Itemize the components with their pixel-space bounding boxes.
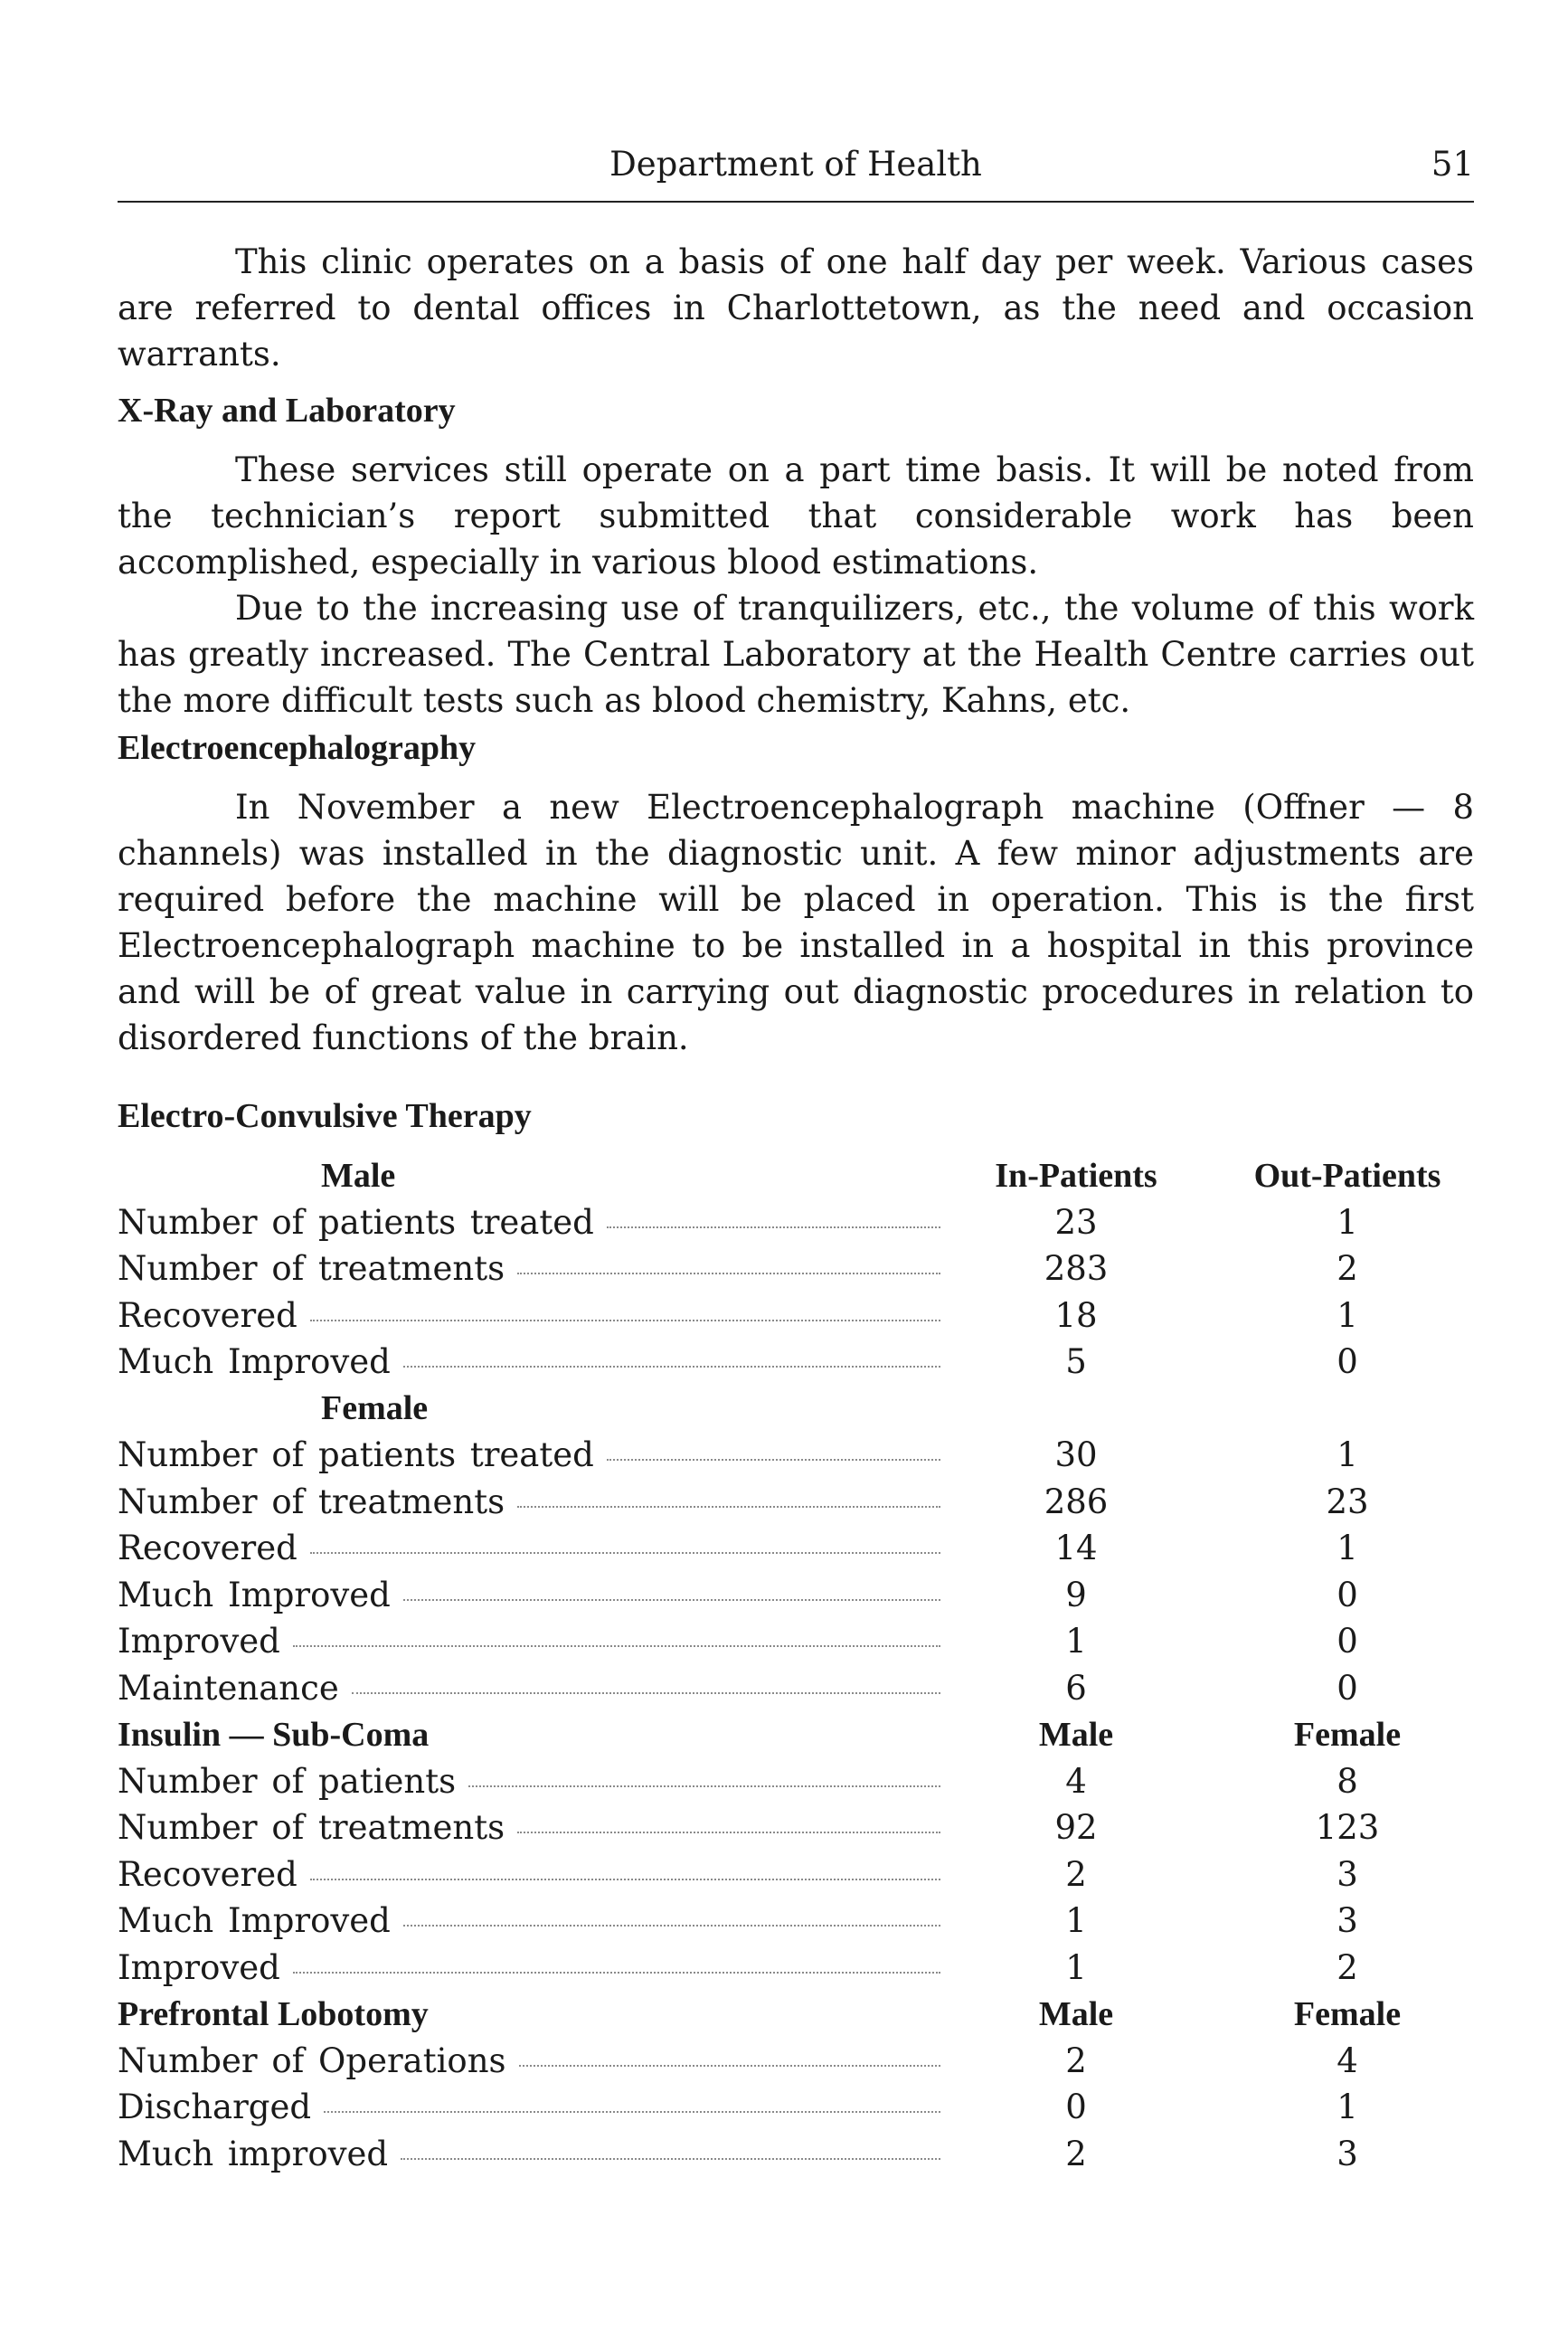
table-row [118, 1851, 1483, 1898]
header-title: Department of Health [609, 145, 982, 184]
row-label-cell [118, 2038, 940, 2085]
dot-leader [310, 1320, 940, 1321]
ect-male-header-col2: Out-Patients [1253, 1156, 1441, 1195]
row-label-cell [118, 1804, 940, 1851]
row-label-cell [118, 1245, 940, 1292]
row-label-wrap [118, 2041, 940, 2080]
row-label: Recovered [118, 1529, 298, 1568]
row-value-2: 1 [1337, 1529, 1358, 1568]
row-label: Improved [118, 1622, 280, 1662]
table-row [118, 1804, 1483, 1851]
dot-leader [310, 1879, 940, 1880]
row-label-wrap [118, 1296, 940, 1335]
lobotomy-header-label-cell [118, 1991, 940, 2038]
table-row [118, 1432, 1483, 1479]
table-row [118, 1245, 1483, 1292]
row-label-cell [118, 2084, 940, 2131]
row-label: Number of treatments [118, 1482, 505, 1521]
row-label-wrap [118, 1342, 940, 1381]
row-value-1: 23 [1054, 1202, 1098, 1242]
row-value-1: 6 [1065, 1668, 1087, 1708]
row-value-1: 14 [1054, 1529, 1098, 1568]
row-value-2: 3 [1337, 1901, 1358, 1941]
row-value-1: 5 [1065, 1342, 1087, 1382]
table-row [118, 1945, 1483, 1992]
row-value-2: 3 [1337, 1854, 1358, 1894]
row-label-cell [118, 1851, 940, 1898]
eeg-paragraph: In November a new Electroencephalograph machine (Offner — 8 channels) was installed in the diagnostic unit. A few minor adjustments are required before the machine will be placed in operation. This is the first Electroencephalograph machine to be installed in a hospital in this province and will be of great value in carrying out diagnostic procedures in relation to disordered functions of the brain. [118, 788, 1474, 1057]
row-value-2: 1 [1337, 1202, 1358, 1242]
ect-male-header-col1: In-Patients [995, 1156, 1157, 1195]
row-value-2: 123 [1315, 1808, 1380, 1848]
table-row [118, 1572, 1483, 1619]
row-label: Recovered [118, 1295, 298, 1335]
row-label-wrap [118, 1901, 940, 1940]
row-label-cell [118, 1525, 940, 1572]
insulin-header-col2: Female [1293, 1715, 1402, 1754]
insulin-header-label-cell [118, 1711, 940, 1758]
row-label: Maintenance [118, 1668, 339, 1708]
dot-leader [324, 2111, 940, 2113]
row-label-wrap [118, 1482, 940, 1521]
xray-paragraph-2: Due to the increasing use of tranquilizers, etc., the volume of this work has greatly increased. The Central Laboratory at the Health Centre carries out the more difficult tests such as blood chemistry, Kahns, etc. [118, 589, 1474, 720]
row-label-cell [118, 1665, 940, 1712]
row-label-cell [118, 2131, 940, 2178]
row-value-2: 2 [1337, 1249, 1358, 1289]
ect-male-header-label: Male [321, 1156, 396, 1195]
row-label-cell [118, 1339, 940, 1386]
lobotomy-header-col2: Female [1293, 1994, 1402, 2033]
row-value-2: 23 [1326, 1482, 1369, 1521]
dot-leader [517, 1832, 940, 1833]
row-label: Number of patients treated [118, 1435, 594, 1475]
row-value-1: 30 [1054, 1435, 1098, 1475]
table-row [118, 1618, 1483, 1665]
row-value-2: 2 [1337, 1947, 1358, 1987]
page-number: 51 [1431, 145, 1474, 184]
row-label-wrap [118, 2135, 940, 2173]
insulin-header-col1: Male [1038, 1715, 1114, 1754]
dot-leader [519, 2065, 940, 2067]
row-label-wrap [118, 1948, 940, 1987]
ect-female-header-col1 [940, 1386, 1212, 1433]
row-label-cell [118, 1572, 940, 1619]
row-value-1: 1 [1065, 1901, 1087, 1941]
intro-paragraph: This clinic operates on a basis of one half day per week. Various cases are referred to dental offices in Charlottetown, as the need and occasion warrants. [118, 242, 1474, 374]
row-value-1: 92 [1054, 1808, 1098, 1848]
row-label: Number of treatments [118, 1249, 505, 1289]
table-row [118, 1199, 1483, 1246]
document-page [118, 145, 1474, 2177]
row-label: Much improved [118, 2134, 389, 2173]
row-label: Number of patients [118, 1761, 457, 1801]
row-value-2: 0 [1337, 1622, 1358, 1662]
xray-paragraph-1: These services still operate on a part time basis. It will be noted from the technician’s report submitted that considerable work has been accomplished, especially in various blood estimations. [118, 450, 1474, 582]
table-row [118, 1292, 1483, 1340]
header-rule [118, 201, 1474, 203]
dot-leader [607, 1226, 940, 1228]
row-value-2: 0 [1337, 1342, 1358, 1382]
row-label-wrap [118, 1762, 940, 1801]
ect-female-header-label: Female [321, 1389, 429, 1428]
row-label-wrap [118, 1576, 940, 1614]
ect-heading: Electro-Convulsive Therapy [118, 1097, 532, 1135]
row-label: Number of Operations [118, 2040, 506, 2080]
row-value-1: 0 [1065, 2088, 1087, 2127]
row-label-wrap [118, 1622, 940, 1661]
row-value-1: 286 [1044, 1482, 1109, 1521]
row-label-wrap [118, 1529, 940, 1567]
row-label-wrap [118, 1435, 940, 1474]
dot-leader [310, 1552, 940, 1554]
dot-leader [401, 2158, 940, 2160]
row-value-2: 4 [1337, 2040, 1358, 2080]
row-label-cell [118, 1758, 940, 1805]
ect-female-header-col2 [1212, 1386, 1483, 1433]
therapy-statistics-table [118, 1152, 1483, 2177]
row-value-1: 2 [1065, 2040, 1087, 2080]
row-value-2: 3 [1337, 2134, 1358, 2173]
row-label-cell [118, 1292, 940, 1340]
lobotomy-header-label: Prefrontal Lobotomy [118, 1994, 429, 2033]
dot-leader [403, 1925, 940, 1927]
row-label-wrap [118, 1855, 940, 1894]
row-label-cell [118, 1945, 940, 1992]
running-header [118, 145, 1474, 190]
table-row [118, 2038, 1483, 2085]
insulin-header-label: Insulin — Sub-Coma [118, 1715, 430, 1754]
row-label: Number of patients treated [118, 1202, 594, 1242]
xray-heading: X-Ray and Laboratory [118, 392, 456, 430]
table-row [118, 1525, 1483, 1572]
table-row [118, 1898, 1483, 1945]
eeg-heading: Electroencephalography [118, 729, 477, 767]
row-label-wrap [118, 1249, 940, 1288]
row-value-1: 1 [1065, 1947, 1087, 1987]
row-label: Improved [118, 1947, 280, 1987]
table-row [118, 1479, 1483, 1526]
row-label-cell [118, 1199, 940, 1246]
row-value-1: 2 [1065, 2134, 1087, 2173]
row-value-1: 18 [1054, 1295, 1098, 1335]
row-label-wrap [118, 1808, 940, 1847]
insulin-header [118, 1711, 1483, 1758]
row-value-1: 2 [1065, 1854, 1087, 1894]
lobotomy-header-col1: Male [1038, 1994, 1114, 2033]
dot-leader [403, 1599, 940, 1601]
table-row [118, 1665, 1483, 1712]
row-value-1: 4 [1065, 1761, 1087, 1801]
row-value-1: 283 [1044, 1249, 1109, 1289]
row-value-2: 1 [1337, 1295, 1358, 1335]
row-value-1: 1 [1065, 1622, 1087, 1662]
row-label-cell [118, 1432, 940, 1479]
row-label: Much Improved [118, 1342, 391, 1382]
row-label: Much Improved [118, 1901, 391, 1941]
dot-leader [352, 1692, 940, 1694]
ect-male-header-label-cell [118, 1152, 940, 1199]
dot-leader [403, 1366, 940, 1368]
dot-leader [607, 1459, 940, 1461]
dot-leader [517, 1506, 940, 1508]
row-label: Number of treatments [118, 1808, 505, 1848]
row-value-2: 8 [1337, 1761, 1358, 1801]
row-label: Much Improved [118, 1575, 391, 1614]
dot-leader [293, 1645, 940, 1647]
ect-female-header [118, 1386, 1483, 1433]
row-value-1: 9 [1065, 1575, 1087, 1614]
table-row [118, 1339, 1483, 1386]
row-label-cell [118, 1618, 940, 1665]
dot-leader [293, 1972, 940, 1974]
row-value-2: 1 [1337, 1435, 1358, 1475]
row-label-wrap [118, 2088, 940, 2126]
ect-female-header-label-cell [118, 1386, 940, 1433]
lobotomy-header [118, 1991, 1483, 2038]
table-row [118, 2084, 1483, 2131]
row-label: Discharged [118, 2088, 312, 2127]
table-row [118, 2131, 1483, 2178]
row-label-cell [118, 1479, 940, 1526]
row-label-wrap [118, 1669, 940, 1708]
row-label-wrap [118, 1203, 940, 1242]
row-value-2: 1 [1337, 2088, 1358, 2127]
row-value-2: 0 [1337, 1668, 1358, 1708]
ect-male-header [118, 1152, 1483, 1199]
dot-leader [468, 1785, 940, 1787]
table-row [118, 1758, 1483, 1805]
row-label-cell [118, 1898, 940, 1945]
row-label: Recovered [118, 1854, 298, 1894]
dot-leader [517, 1273, 940, 1274]
row-value-2: 0 [1337, 1575, 1358, 1614]
